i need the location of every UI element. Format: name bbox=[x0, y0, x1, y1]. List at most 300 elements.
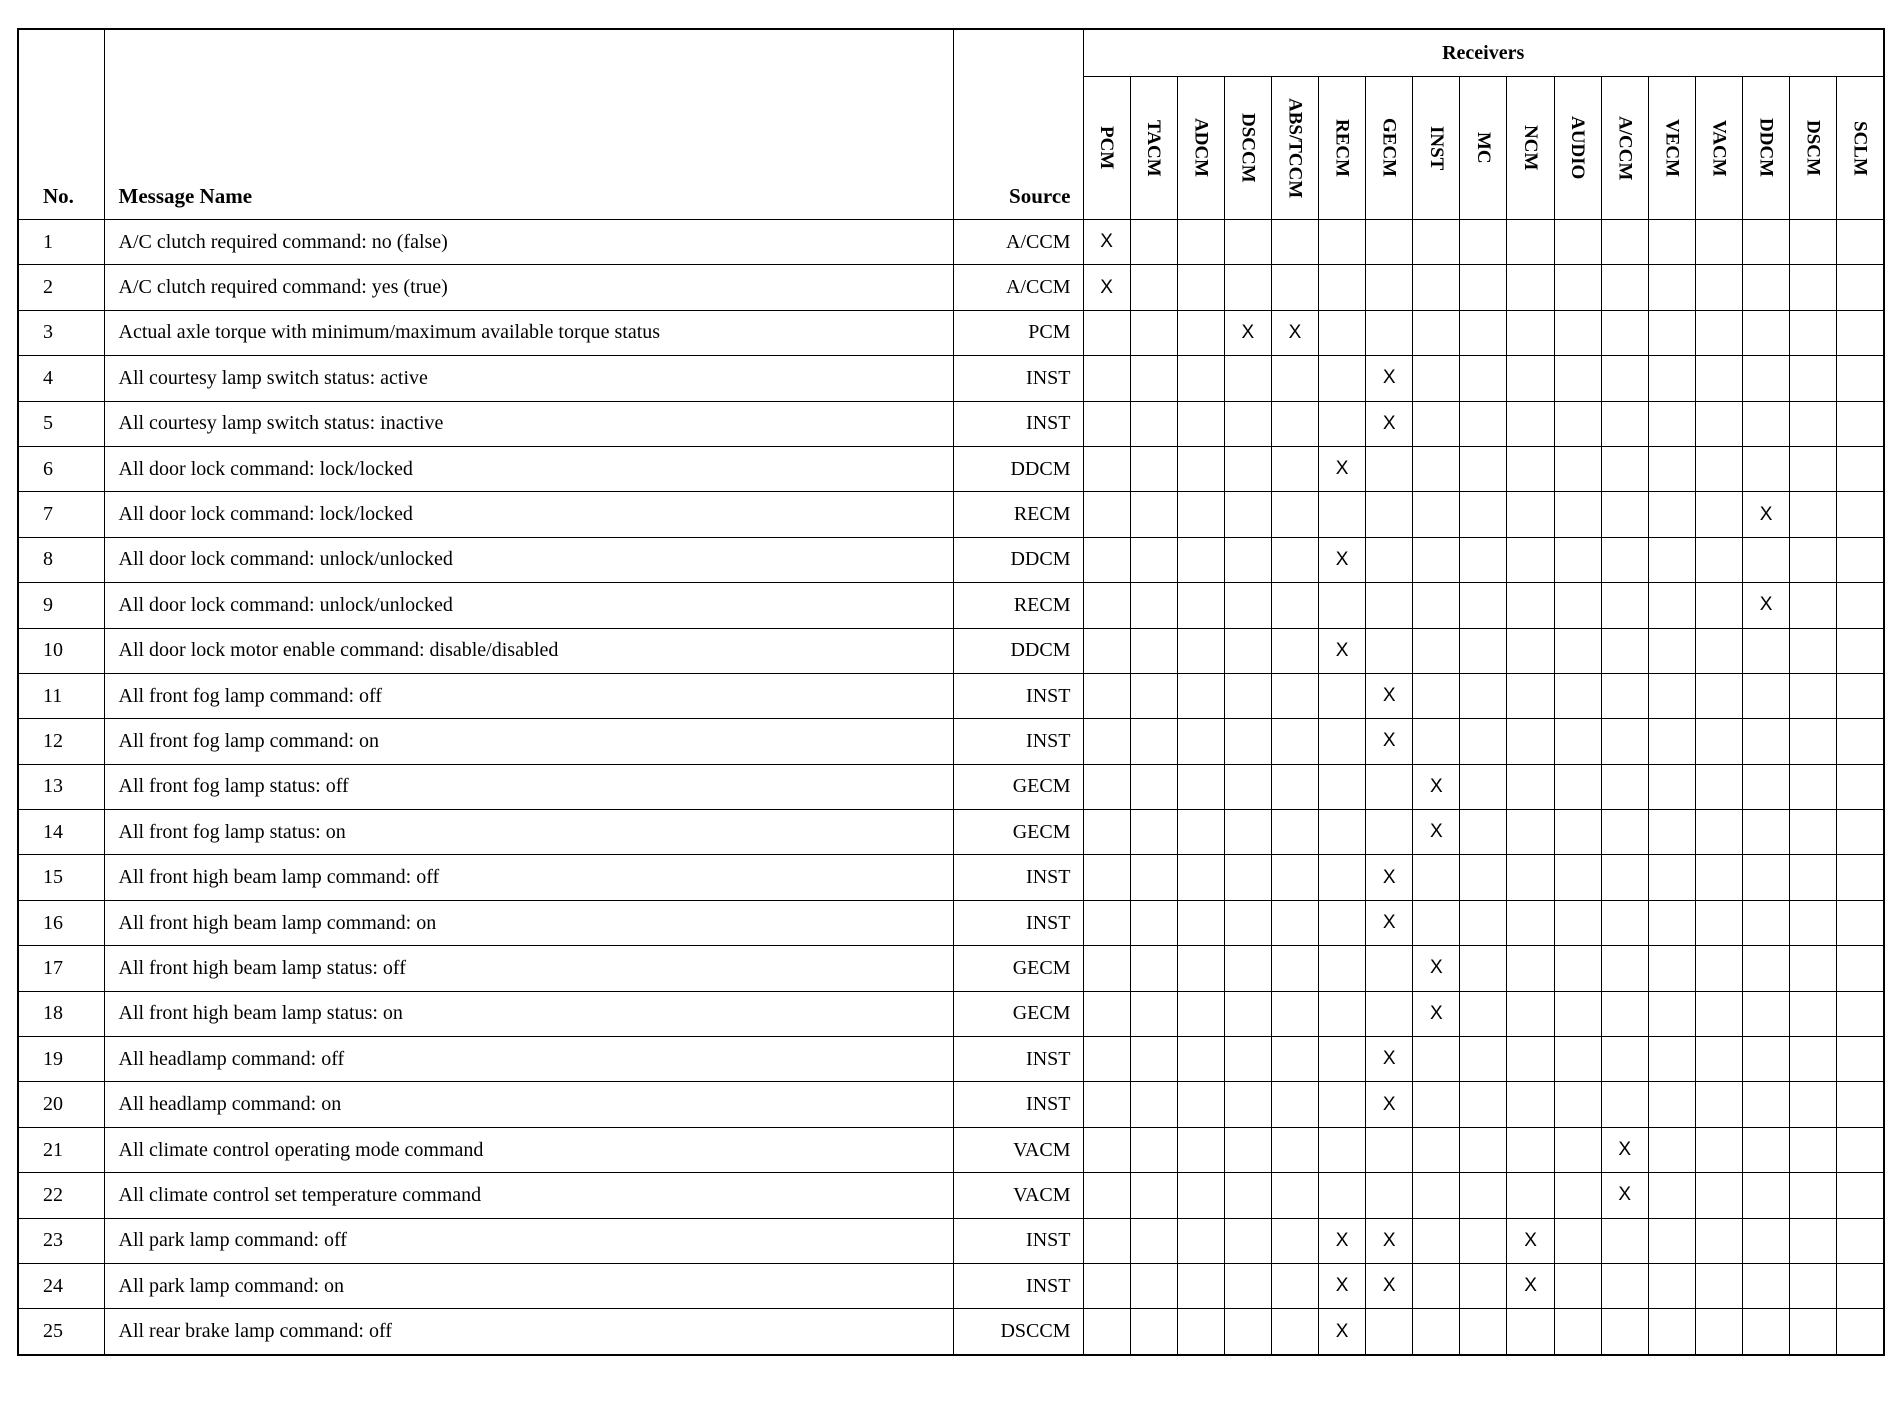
header-message-name: Message Name bbox=[104, 29, 953, 220]
receiver-cell bbox=[1413, 855, 1460, 900]
receiver-cell bbox=[1743, 1309, 1790, 1355]
receiver-cell bbox=[1224, 855, 1271, 900]
message-name: All front high beam lamp command: on bbox=[104, 900, 953, 945]
message-name: All courtesy lamp switch status: active bbox=[104, 356, 953, 401]
receiver-cell bbox=[1083, 810, 1130, 855]
table-row bbox=[18, 265, 1884, 310]
message-source: A/CCM bbox=[953, 220, 1083, 265]
receiver-header-dsccm bbox=[1224, 77, 1271, 220]
receiver-cell bbox=[1224, 1309, 1271, 1355]
receiver-cell bbox=[1790, 1309, 1837, 1355]
message-source: DDCM bbox=[953, 628, 1083, 673]
receiver-cell: X bbox=[1366, 855, 1413, 900]
receiver-cell: X bbox=[1413, 810, 1460, 855]
receiver-cell bbox=[1695, 1173, 1742, 1218]
receiver-cell bbox=[1413, 537, 1460, 582]
receiver-label: GECM bbox=[1378, 118, 1400, 178]
receiver-cell bbox=[1177, 1082, 1224, 1127]
receiver-cell bbox=[1790, 991, 1837, 1036]
receiver-cell bbox=[1601, 220, 1648, 265]
receiver-cell bbox=[1224, 628, 1271, 673]
receiver-cell bbox=[1460, 446, 1507, 491]
receiver-cell bbox=[1224, 265, 1271, 310]
receiver-cell bbox=[1319, 810, 1366, 855]
receiver-cell bbox=[1695, 1263, 1742, 1308]
receiver-cell bbox=[1507, 1127, 1554, 1172]
receiver-cell bbox=[1554, 446, 1601, 491]
receiver-label: DSCCM bbox=[1237, 113, 1259, 183]
receiver-cell bbox=[1319, 991, 1366, 1036]
receiver-cell bbox=[1837, 356, 1884, 401]
header-receivers: Receivers bbox=[1083, 29, 1884, 77]
receiver-cell bbox=[1319, 1037, 1366, 1082]
row-number: 24 bbox=[18, 1263, 104, 1308]
message-name: All front high beam lamp status: off bbox=[104, 946, 953, 991]
receiver-cell bbox=[1319, 1082, 1366, 1127]
message-name: All door lock command: unlock/unlocked bbox=[104, 583, 953, 628]
receiver-cell bbox=[1648, 1309, 1695, 1355]
receiver-cell bbox=[1271, 265, 1318, 310]
message-source: DDCM bbox=[953, 537, 1083, 582]
row-number: 4 bbox=[18, 356, 104, 401]
receiver-label: MC bbox=[1472, 132, 1494, 164]
receiver-cell bbox=[1695, 1082, 1742, 1127]
receiver-cell bbox=[1837, 401, 1884, 446]
receiver-cell bbox=[1743, 719, 1790, 764]
receiver-cell bbox=[1790, 1263, 1837, 1308]
row-number: 6 bbox=[18, 446, 104, 491]
receiver-cell bbox=[1837, 310, 1884, 355]
receiver-cell bbox=[1413, 628, 1460, 673]
receiver-cell bbox=[1460, 855, 1507, 900]
receiver-cell bbox=[1413, 583, 1460, 628]
receiver-cell bbox=[1224, 1218, 1271, 1263]
receiver-cell bbox=[1130, 764, 1177, 809]
receiver-cell bbox=[1177, 446, 1224, 491]
receiver-cell bbox=[1554, 1127, 1601, 1172]
message-source: VACM bbox=[953, 1127, 1083, 1172]
receiver-cell bbox=[1366, 764, 1413, 809]
receiver-cell bbox=[1271, 1082, 1318, 1127]
receiver-cell bbox=[1271, 356, 1318, 401]
receiver-cell bbox=[1743, 220, 1790, 265]
receiver-cell bbox=[1130, 1263, 1177, 1308]
receiver-cell bbox=[1648, 991, 1695, 1036]
receiver-cell: X bbox=[1507, 1263, 1554, 1308]
receiver-cell bbox=[1554, 492, 1601, 537]
receiver-cell bbox=[1271, 1309, 1318, 1355]
receiver-cell bbox=[1695, 810, 1742, 855]
receiver-cell bbox=[1837, 673, 1884, 718]
receiver-cell bbox=[1743, 855, 1790, 900]
receiver-header-ddcm bbox=[1743, 77, 1790, 220]
receiver-cell bbox=[1507, 764, 1554, 809]
receiver-cell bbox=[1177, 764, 1224, 809]
receiver-cell bbox=[1743, 1263, 1790, 1308]
receiver-cell bbox=[1366, 492, 1413, 537]
receiver-cell bbox=[1743, 946, 1790, 991]
receiver-cell bbox=[1083, 1082, 1130, 1127]
receiver-cell bbox=[1695, 1309, 1742, 1355]
receiver-cell bbox=[1554, 1218, 1601, 1263]
receiver-cell bbox=[1271, 764, 1318, 809]
receiver-cell bbox=[1695, 628, 1742, 673]
receiver-cell bbox=[1695, 991, 1742, 1036]
receiver-cell bbox=[1648, 1263, 1695, 1308]
receiver-cell bbox=[1130, 1037, 1177, 1082]
receiver-cell bbox=[1790, 220, 1837, 265]
receiver-cell bbox=[1083, 537, 1130, 582]
receiver-cell bbox=[1366, 1127, 1413, 1172]
message-name: All front high beam lamp status: on bbox=[104, 991, 953, 1036]
receiver-cell bbox=[1083, 1037, 1130, 1082]
receiver-header-audio bbox=[1554, 77, 1601, 220]
message-name: All front fog lamp status: on bbox=[104, 810, 953, 855]
receiver-cell bbox=[1460, 1173, 1507, 1218]
receiver-cell bbox=[1224, 1037, 1271, 1082]
receiver-cell bbox=[1413, 1309, 1460, 1355]
receiver-cell bbox=[1413, 492, 1460, 537]
message-name: Actual axle torque with minimum/maximum available torque status bbox=[104, 310, 953, 355]
receiver-cell bbox=[1837, 764, 1884, 809]
receiver-cell bbox=[1790, 1173, 1837, 1218]
receiver-cell bbox=[1413, 310, 1460, 355]
receiver-cell bbox=[1648, 855, 1695, 900]
receiver-cell bbox=[1601, 855, 1648, 900]
row-number: 10 bbox=[18, 628, 104, 673]
receiver-label: TACM bbox=[1143, 119, 1165, 177]
receiver-cell bbox=[1460, 265, 1507, 310]
receiver-cell bbox=[1130, 1309, 1177, 1355]
receiver-cell bbox=[1743, 401, 1790, 446]
receiver-cell bbox=[1790, 583, 1837, 628]
receiver-header-sclm bbox=[1837, 77, 1884, 220]
receiver-cell bbox=[1271, 1173, 1318, 1218]
receiver-cell bbox=[1695, 446, 1742, 491]
receiver-cell bbox=[1507, 537, 1554, 582]
receiver-cell bbox=[1601, 1218, 1648, 1263]
receiver-cell bbox=[1554, 719, 1601, 764]
message-source: GECM bbox=[953, 946, 1083, 991]
receiver-cell bbox=[1837, 1082, 1884, 1127]
receiver-cell bbox=[1177, 810, 1224, 855]
receiver-cell bbox=[1837, 1263, 1884, 1308]
receiver-cell bbox=[1695, 946, 1742, 991]
receiver-cell bbox=[1648, 1218, 1695, 1263]
message-source: INST bbox=[953, 401, 1083, 446]
receiver-cell bbox=[1083, 719, 1130, 764]
receiver-cell bbox=[1601, 1082, 1648, 1127]
table-body bbox=[18, 220, 1884, 1355]
receiver-cell bbox=[1319, 1173, 1366, 1218]
receiver-cell bbox=[1366, 265, 1413, 310]
receiver-cell bbox=[1837, 1127, 1884, 1172]
receiver-header-vacm bbox=[1695, 77, 1742, 220]
receiver-cell bbox=[1224, 401, 1271, 446]
receiver-cell: X bbox=[1366, 401, 1413, 446]
table-row bbox=[18, 810, 1884, 855]
receiver-cell bbox=[1790, 537, 1837, 582]
receiver-cell bbox=[1743, 310, 1790, 355]
receiver-cell bbox=[1083, 1263, 1130, 1308]
receiver-cell bbox=[1695, 537, 1742, 582]
message-name: All front fog lamp status: off bbox=[104, 764, 953, 809]
receiver-cell bbox=[1507, 1037, 1554, 1082]
message-matrix bbox=[17, 28, 1883, 1356]
receiver-cell bbox=[1695, 1218, 1742, 1263]
receiver-cell: X bbox=[1366, 1037, 1413, 1082]
receiver-cell bbox=[1554, 855, 1601, 900]
receiver-cell bbox=[1083, 946, 1130, 991]
receiver-cell bbox=[1507, 900, 1554, 945]
receiver-cell bbox=[1177, 583, 1224, 628]
receiver-cell bbox=[1648, 1173, 1695, 1218]
receiver-cell bbox=[1743, 1218, 1790, 1263]
receiver-cell bbox=[1177, 356, 1224, 401]
receiver-cell: X bbox=[1413, 764, 1460, 809]
table-row bbox=[18, 1127, 1884, 1172]
receiver-cell bbox=[1177, 900, 1224, 945]
receiver-cell bbox=[1130, 1127, 1177, 1172]
receiver-cell bbox=[1083, 356, 1130, 401]
row-number: 20 bbox=[18, 1082, 104, 1127]
message-source: INST bbox=[953, 855, 1083, 900]
receiver-cell bbox=[1271, 583, 1318, 628]
receiver-cell bbox=[1554, 310, 1601, 355]
receiver-cell bbox=[1271, 1037, 1318, 1082]
row-number: 14 bbox=[18, 810, 104, 855]
receiver-cell bbox=[1648, 1037, 1695, 1082]
receiver-label: ABS/TCCM bbox=[1284, 97, 1306, 199]
receiver-cell bbox=[1083, 310, 1130, 355]
receiver-cell: X bbox=[1366, 673, 1413, 718]
table-row bbox=[18, 1173, 1884, 1218]
receiver-cell bbox=[1460, 1037, 1507, 1082]
receiver-cell bbox=[1413, 900, 1460, 945]
receiver-cell bbox=[1554, 220, 1601, 265]
receiver-cell bbox=[1648, 492, 1695, 537]
receiver-cell bbox=[1413, 1127, 1460, 1172]
receiver-cell bbox=[1177, 991, 1224, 1036]
table-row bbox=[18, 719, 1884, 764]
receiver-cell: X bbox=[1366, 1263, 1413, 1308]
receiver-cell bbox=[1837, 265, 1884, 310]
receiver-label: PCM bbox=[1096, 126, 1118, 170]
receiver-cell bbox=[1366, 537, 1413, 582]
receiver-cell bbox=[1648, 628, 1695, 673]
receiver-cell bbox=[1460, 946, 1507, 991]
receiver-cell bbox=[1177, 855, 1224, 900]
receiver-cell bbox=[1130, 220, 1177, 265]
receiver-cell bbox=[1224, 220, 1271, 265]
receiver-cell bbox=[1460, 220, 1507, 265]
receiver-cell bbox=[1695, 1037, 1742, 1082]
table-row bbox=[18, 1263, 1884, 1308]
message-name: All park lamp command: on bbox=[104, 1263, 953, 1308]
table-row bbox=[18, 583, 1884, 628]
receiver-cell bbox=[1743, 265, 1790, 310]
receiver-label: NCM bbox=[1520, 125, 1542, 171]
receiver-cell bbox=[1083, 900, 1130, 945]
row-number: 19 bbox=[18, 1037, 104, 1082]
receiver-cell: X bbox=[1743, 583, 1790, 628]
receiver-cell bbox=[1743, 810, 1790, 855]
receiver-cell bbox=[1460, 583, 1507, 628]
receiver-cell: X bbox=[1366, 356, 1413, 401]
receiver-label: INST bbox=[1425, 125, 1447, 171]
row-number: 9 bbox=[18, 583, 104, 628]
message-name: All front fog lamp command: off bbox=[104, 673, 953, 718]
message-source: GECM bbox=[953, 810, 1083, 855]
receiver-cell bbox=[1507, 583, 1554, 628]
receiver-cell bbox=[1130, 537, 1177, 582]
row-number: 13 bbox=[18, 764, 104, 809]
message-name: A/C clutch required command: no (false) bbox=[104, 220, 953, 265]
receiver-cell bbox=[1224, 1127, 1271, 1172]
row-number: 16 bbox=[18, 900, 104, 945]
message-source: INST bbox=[953, 900, 1083, 945]
receiver-cell bbox=[1790, 1037, 1837, 1082]
receiver-cell bbox=[1648, 1127, 1695, 1172]
receiver-cell bbox=[1790, 855, 1837, 900]
message-source: RECM bbox=[953, 583, 1083, 628]
row-number: 1 bbox=[18, 220, 104, 265]
receiver-cell bbox=[1224, 492, 1271, 537]
table-row bbox=[18, 356, 1884, 401]
receiver-cell bbox=[1554, 628, 1601, 673]
receiver-cell bbox=[1413, 719, 1460, 764]
receiver-cell bbox=[1130, 583, 1177, 628]
table-row bbox=[18, 946, 1884, 991]
receiver-cell bbox=[1790, 401, 1837, 446]
receiver-label: VECM bbox=[1661, 118, 1683, 178]
receiver-cell bbox=[1224, 900, 1271, 945]
receiver-cell bbox=[1413, 265, 1460, 310]
receiver-cell bbox=[1507, 265, 1554, 310]
receiver-cell bbox=[1460, 537, 1507, 582]
receiver-cell bbox=[1648, 810, 1695, 855]
receiver-cell bbox=[1601, 583, 1648, 628]
receiver-cell bbox=[1083, 673, 1130, 718]
receiver-cell bbox=[1695, 719, 1742, 764]
receiver-cell bbox=[1695, 764, 1742, 809]
row-number: 23 bbox=[18, 1218, 104, 1263]
receiver-cell: X bbox=[1601, 1173, 1648, 1218]
receiver-cell bbox=[1271, 855, 1318, 900]
receiver-cell bbox=[1554, 946, 1601, 991]
receiver-cell bbox=[1554, 401, 1601, 446]
receiver-cell bbox=[1790, 356, 1837, 401]
receiver-cell bbox=[1743, 1173, 1790, 1218]
receiver-cell bbox=[1271, 1127, 1318, 1172]
receiver-cell bbox=[1601, 764, 1648, 809]
row-number: 25 bbox=[18, 1309, 104, 1355]
message-source: INST bbox=[953, 1037, 1083, 1082]
receiver-cell: X bbox=[1413, 946, 1460, 991]
receiver-cell bbox=[1601, 628, 1648, 673]
receiver-cell bbox=[1177, 1173, 1224, 1218]
receiver-cell bbox=[1507, 946, 1554, 991]
message-name: All park lamp command: off bbox=[104, 1218, 953, 1263]
receiver-cell bbox=[1743, 764, 1790, 809]
receiver-label: DSCM bbox=[1802, 120, 1824, 176]
receiver-cell bbox=[1460, 991, 1507, 1036]
receiver-cell bbox=[1319, 583, 1366, 628]
receiver-cell bbox=[1224, 1173, 1271, 1218]
receiver-cell bbox=[1083, 628, 1130, 673]
receiver-cell bbox=[1790, 719, 1837, 764]
receiver-cell bbox=[1601, 492, 1648, 537]
receiver-cell bbox=[1083, 583, 1130, 628]
receiver-cell: X bbox=[1319, 537, 1366, 582]
receiver-cell bbox=[1554, 1082, 1601, 1127]
message-source: INST bbox=[953, 719, 1083, 764]
table-header bbox=[18, 29, 1884, 220]
receiver-cell bbox=[1271, 810, 1318, 855]
receiver-cell bbox=[1177, 1127, 1224, 1172]
receiver-cell bbox=[1460, 356, 1507, 401]
receiver-cell bbox=[1319, 946, 1366, 991]
receiver-cell bbox=[1177, 1037, 1224, 1082]
receiver-cell: X bbox=[1366, 1218, 1413, 1263]
receiver-cell bbox=[1554, 810, 1601, 855]
receiver-cell bbox=[1130, 1173, 1177, 1218]
receiver-cell bbox=[1413, 220, 1460, 265]
receiver-cell bbox=[1177, 673, 1224, 718]
receiver-cell bbox=[1648, 356, 1695, 401]
receiver-cell bbox=[1460, 1263, 1507, 1308]
table-row bbox=[18, 401, 1884, 446]
receiver-cell bbox=[1837, 900, 1884, 945]
receiver-cell bbox=[1554, 991, 1601, 1036]
receiver-label: DDCM bbox=[1755, 118, 1777, 178]
receiver-cell bbox=[1743, 537, 1790, 582]
receiver-cell bbox=[1413, 1037, 1460, 1082]
receiver-cell bbox=[1837, 1037, 1884, 1082]
receiver-cell bbox=[1695, 401, 1742, 446]
receiver-cell bbox=[1366, 946, 1413, 991]
receiver-cell bbox=[1695, 673, 1742, 718]
receiver-cell bbox=[1601, 537, 1648, 582]
receiver-cell bbox=[1177, 220, 1224, 265]
receiver-cell bbox=[1790, 628, 1837, 673]
receiver-cell: X bbox=[1507, 1218, 1554, 1263]
receiver-cell bbox=[1224, 810, 1271, 855]
receiver-cell bbox=[1507, 220, 1554, 265]
receiver-cell bbox=[1601, 991, 1648, 1036]
message-source: PCM bbox=[953, 310, 1083, 355]
receiver-cell bbox=[1460, 628, 1507, 673]
receiver-cell bbox=[1837, 946, 1884, 991]
table-row bbox=[18, 1037, 1884, 1082]
receiver-cell bbox=[1695, 220, 1742, 265]
message-name: All climate control operating mode command bbox=[104, 1127, 953, 1172]
message-source: DDCM bbox=[953, 446, 1083, 491]
receiver-cell bbox=[1648, 446, 1695, 491]
receiver-cell: X bbox=[1366, 900, 1413, 945]
receiver-cell: X bbox=[1366, 1082, 1413, 1127]
message-source: INST bbox=[953, 1218, 1083, 1263]
receiver-label: SCLM bbox=[1849, 120, 1871, 176]
receiver-cell bbox=[1177, 719, 1224, 764]
header-source: Source bbox=[953, 29, 1083, 220]
receiver-cell bbox=[1460, 401, 1507, 446]
receiver-cell bbox=[1460, 1309, 1507, 1355]
receiver-cell bbox=[1601, 310, 1648, 355]
receiver-cell bbox=[1271, 446, 1318, 491]
receiver-cell bbox=[1790, 446, 1837, 491]
receiver-cell bbox=[1601, 401, 1648, 446]
